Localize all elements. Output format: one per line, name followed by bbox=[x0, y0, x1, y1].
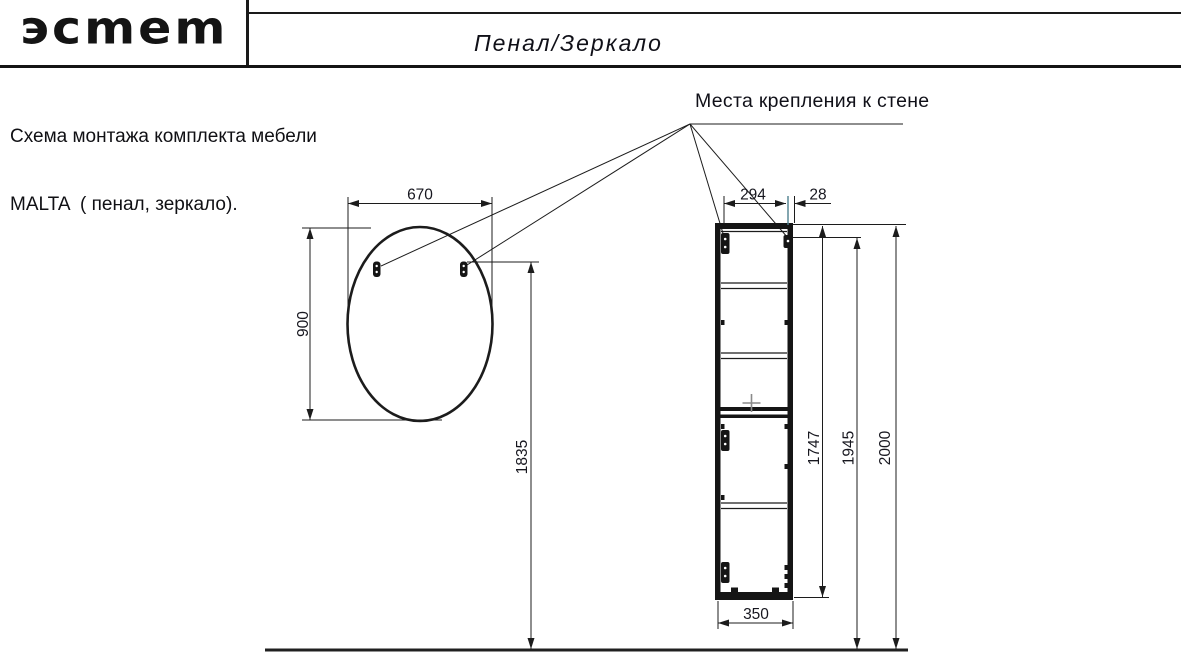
arrowhead-right bbox=[775, 200, 786, 207]
wall-mount-label: Места крепления к стене bbox=[695, 90, 930, 112]
cabinet-mount-bracket-top-left bbox=[721, 233, 730, 254]
arrowhead-up bbox=[528, 262, 535, 273]
dimension-cabinet-mount-height bbox=[841, 238, 861, 649]
cabinet-right-wall bbox=[788, 223, 794, 600]
leader-to-mirror-right-bracket bbox=[467, 124, 690, 265]
page-title: Пенал/Зеркало bbox=[474, 30, 663, 56]
dimension-value: 2000 bbox=[877, 430, 894, 466]
dimension-value: 1945 bbox=[840, 430, 858, 466]
cabinet-bracket-bottom-left bbox=[721, 562, 730, 583]
arrowhead-up bbox=[307, 228, 314, 239]
arrowhead-left bbox=[718, 620, 729, 627]
arrowhead-up bbox=[819, 226, 826, 237]
arrowhead-up bbox=[854, 238, 861, 249]
dimension-value: 294 bbox=[740, 186, 766, 204]
arrowhead-down bbox=[819, 586, 826, 597]
cabinet-left-wall bbox=[715, 223, 721, 600]
arrowhead-left bbox=[348, 200, 359, 207]
arrowhead-down bbox=[528, 638, 535, 649]
cabinet-top-panel bbox=[715, 223, 793, 229]
cabinet-shelves bbox=[721, 283, 787, 509]
arrowhead-up bbox=[893, 226, 900, 237]
arrowhead-right bbox=[782, 620, 793, 627]
mirror-drawing bbox=[348, 227, 493, 421]
arrowhead-right bbox=[481, 200, 492, 207]
dimension-mirror-mount-height bbox=[467, 262, 539, 649]
dimension-cabinet-mount-spacing bbox=[724, 187, 788, 226]
cabinet-drawing bbox=[715, 223, 793, 600]
scheme-description-line2: MALTA ( пенал, зеркало). bbox=[10, 193, 238, 215]
mirror-mount-bracket-left bbox=[373, 262, 381, 278]
arrowhead-left bbox=[795, 200, 806, 207]
dimension-value: 1747 bbox=[806, 430, 823, 466]
arrowhead-down bbox=[307, 409, 314, 420]
leader-to-cabinet-right-bracket bbox=[690, 124, 788, 238]
dimension-value: 900 bbox=[295, 311, 312, 337]
cabinet-mount-bracket-top-right bbox=[784, 235, 793, 248]
cabinet-bracket-middle-left bbox=[721, 430, 730, 451]
dimension-cabinet-overall-height bbox=[877, 226, 900, 649]
scheme-description-line1: Схема монтажа комплекта мебели bbox=[10, 126, 317, 147]
dimension-cabinet-width bbox=[718, 601, 793, 629]
dimension-cabinet-body-height bbox=[806, 226, 826, 597]
mirror-outline bbox=[348, 227, 493, 421]
dimension-cabinet-mount-edge-offset bbox=[795, 187, 832, 224]
dimension-value: 670 bbox=[407, 186, 433, 204]
cabinet-feet bbox=[731, 588, 779, 593]
leader-to-cabinet-left-bracket bbox=[690, 124, 725, 240]
mirror-mount-bracket-right bbox=[460, 262, 468, 278]
arrowhead-down bbox=[854, 638, 861, 649]
dimension-value: 28 bbox=[809, 186, 827, 204]
cabinet-shelf-pins bbox=[721, 320, 788, 588]
arrowhead-left bbox=[724, 200, 735, 207]
arrowhead-down bbox=[893, 638, 900, 649]
dimension-value: 350 bbox=[743, 606, 769, 623]
dimension-value: 1835 bbox=[514, 439, 531, 475]
cabinet-middle-divider bbox=[721, 407, 788, 418]
cabinet-bottom-panel bbox=[715, 592, 793, 600]
brand-logo: эсmеm bbox=[20, 2, 229, 55]
